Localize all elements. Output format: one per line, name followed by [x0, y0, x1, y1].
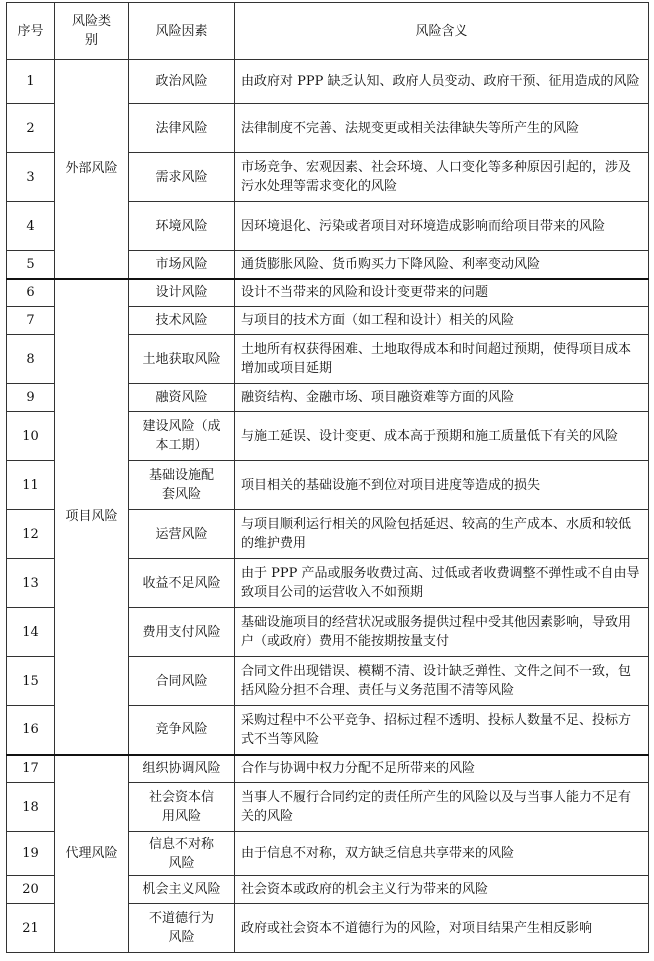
risk-factor: 竞争风险 [129, 706, 235, 755]
risk-meaning: 通货膨胀风险、货币购买力下降风险、利率变动风险 [235, 251, 649, 279]
row-number: 8 [7, 335, 55, 384]
row-number: 20 [7, 876, 55, 904]
risk-factor: 需求风险 [129, 153, 235, 202]
risk-meaning: 市场竞争、宏观因素、社会环境、人口变化等多种原因引起的，涉及污水处理等需求变化的风险 [235, 153, 649, 202]
risk-factor: 运营风险 [129, 510, 235, 559]
risk-category: 外部风险 [55, 60, 129, 279]
table-row [7, 60, 649, 104]
risk-meaning: 法律制度不完善、法规变更或相关法律缺失等所产生的风险 [235, 104, 649, 153]
row-number: 10 [7, 412, 55, 461]
row-number: 4 [7, 202, 55, 251]
risk-factor: 费用支付风险 [129, 608, 235, 657]
risk-meaning: 当事人不履行合同约定的责任所产生的风险以及与当事人能力不足有关的风险 [235, 783, 649, 832]
risk-factor: 环境风险 [129, 202, 235, 251]
row-number: 17 [7, 755, 55, 783]
risk-factor: 收益不足风险 [129, 559, 235, 608]
risk-table-wrapper [6, 2, 649, 953]
risk-factor: 机会主义风险 [129, 876, 235, 904]
risk-category: 代理风险 [55, 755, 129, 953]
row-number: 19 [7, 832, 55, 876]
table-body [7, 60, 649, 953]
row-number: 7 [7, 307, 55, 335]
table-row [7, 755, 649, 783]
risk-meaning: 设计不当带来的风险和设计变更带来的问题 [235, 279, 649, 307]
row-number: 16 [7, 706, 55, 755]
row-number: 13 [7, 559, 55, 608]
row-number: 11 [7, 461, 55, 510]
risk-factor: 融资风险 [129, 384, 235, 412]
risk-factor: 信息不对称风险 [129, 832, 235, 876]
row-number: 9 [7, 384, 55, 412]
risk-factor: 政治风险 [129, 60, 235, 104]
risk-category: 项目风险 [55, 279, 129, 755]
row-number: 18 [7, 783, 55, 832]
risk-meaning: 基础设施项目的经营状况或服务提供过程中受其他因素影响，导致用户（或政府）费用不能按期按量支付 [235, 608, 649, 657]
risk-factor: 组织协调风险 [129, 755, 235, 783]
header-no: 序号 [7, 3, 55, 60]
risk-factor: 设计风险 [129, 279, 235, 307]
header-meaning: 风险含义 [235, 3, 649, 60]
risk-table [6, 2, 649, 953]
risk-meaning: 采购过程中不公平竞争、招标过程不透明、投标人数量不足、投标方式不当等风险 [235, 706, 649, 755]
risk-factor: 不道德行为风险 [129, 904, 235, 953]
row-number: 15 [7, 657, 55, 706]
risk-meaning: 与项目的技术方面（如工程和设计）相关的风险 [235, 307, 649, 335]
risk-meaning: 合同文件出现错误、模糊不清、设计缺乏弹性、文件之间不一致，包括风险分担不合理、责任与义务范围不清等风险 [235, 657, 649, 706]
risk-meaning: 土地所有权获得困难、土地取得成本和时间超过预期，使得项目成本增加或项目延期 [235, 335, 649, 384]
risk-factor: 市场风险 [129, 251, 235, 279]
row-number: 21 [7, 904, 55, 953]
risk-meaning: 项目相关的基础设施不到位对项目进度等造成的损失 [235, 461, 649, 510]
row-number: 1 [7, 60, 55, 104]
risk-meaning: 与施工延误、设计变更、成本高于预期和施工质量低下有关的风险 [235, 412, 649, 461]
risk-meaning: 与项目顺利运行相关的风险包括延迟、较高的生产成本、水质和较低的维护费用 [235, 510, 649, 559]
risk-meaning: 融资结构、金融市场、项目融资难等方面的风险 [235, 384, 649, 412]
table-row [7, 279, 649, 307]
risk-meaning: 由政府对 PPP 缺乏认知、政府人员变动、政府干预、征用造成的风险 [235, 60, 649, 104]
row-number: 12 [7, 510, 55, 559]
risk-factor: 技术风险 [129, 307, 235, 335]
risk-factor: 法律风险 [129, 104, 235, 153]
risk-meaning: 因环境退化、污染或者项目对环境造成影响而给项目带来的风险 [235, 202, 649, 251]
risk-meaning: 政府或社会资本不道德行为的风险，对项目结果产生相反影响 [235, 904, 649, 953]
risk-factor: 合同风险 [129, 657, 235, 706]
risk-factor: 社会资本信用风险 [129, 783, 235, 832]
risk-factor: 土地获取风险 [129, 335, 235, 384]
row-number: 2 [7, 104, 55, 153]
risk-factor: 建设风险（成本工期） [129, 412, 235, 461]
row-number: 6 [7, 279, 55, 307]
risk-meaning: 由于信息不对称，双方缺乏信息共享带来的风险 [235, 832, 649, 876]
risk-meaning: 社会资本或政府的机会主义行为带来的风险 [235, 876, 649, 904]
risk-meaning: 合作与协调中权力分配不足所带来的风险 [235, 755, 649, 783]
risk-meaning: 由于 PPP 产品或服务收费过高、过低或者收费调整不弹性或不自由导致项目公司的运营收入不如预期 [235, 559, 649, 608]
row-number: 5 [7, 251, 55, 279]
table-header-row [7, 3, 649, 60]
header-category: 风险类别 [55, 3, 129, 60]
header-factor: 风险因素 [129, 3, 235, 60]
risk-factor: 基础设施配套风险 [129, 461, 235, 510]
row-number: 14 [7, 608, 55, 657]
row-number: 3 [7, 153, 55, 202]
